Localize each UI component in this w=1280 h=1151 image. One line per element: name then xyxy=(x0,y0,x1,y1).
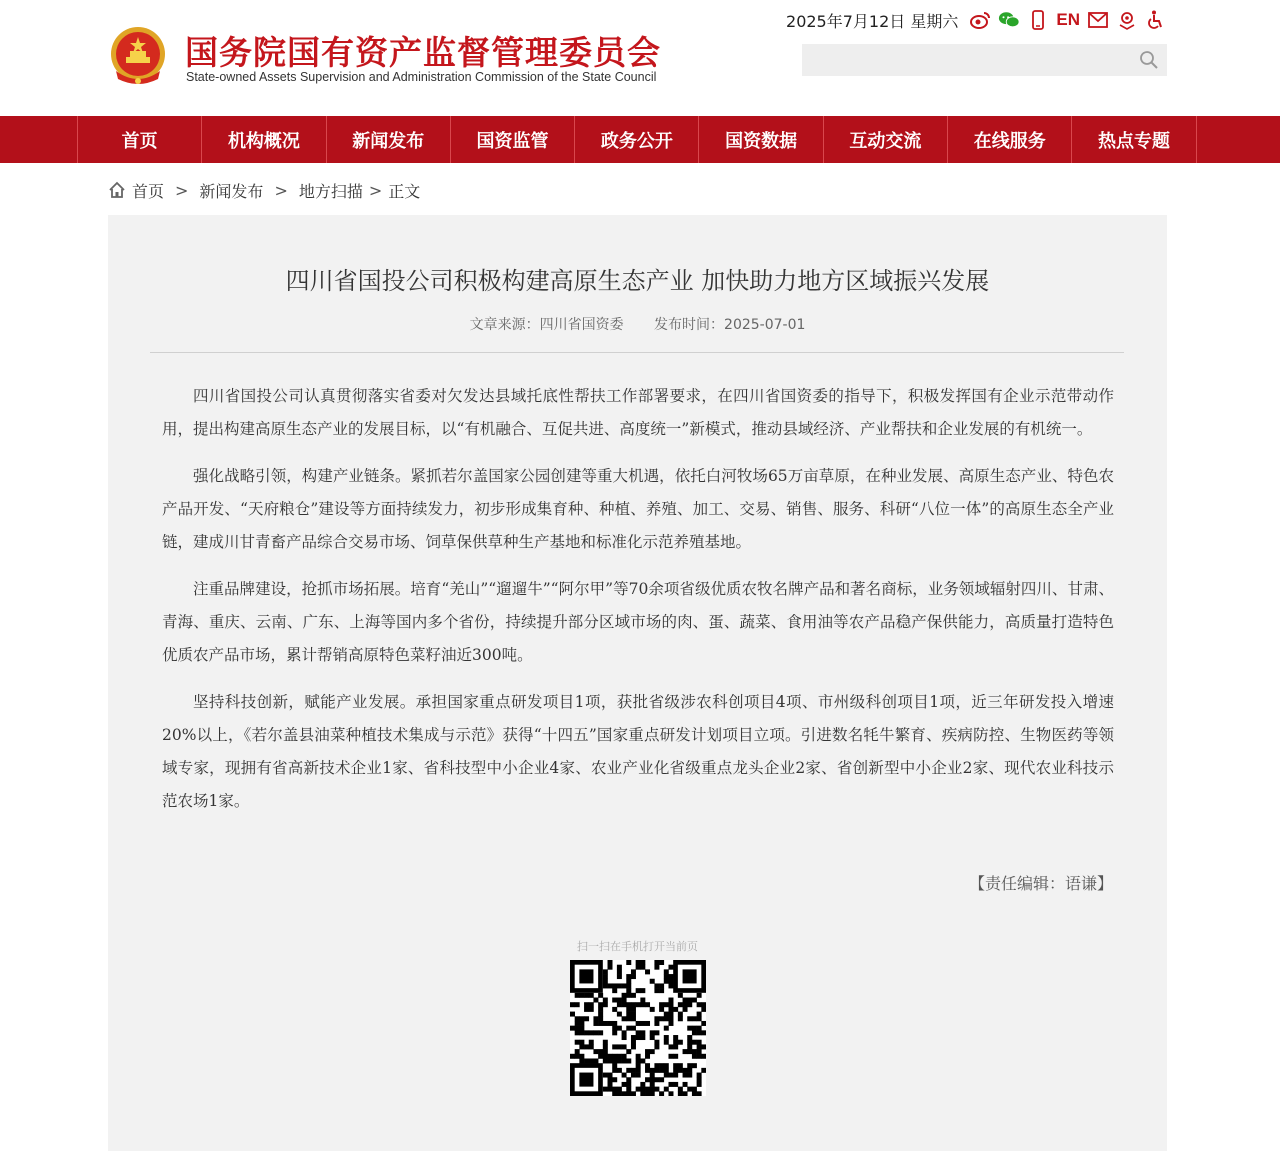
search-box xyxy=(802,44,1167,76)
home-icon xyxy=(108,181,126,199)
nav-item-topics[interactable]: 热点专题 xyxy=(1072,116,1196,163)
article-meta xyxy=(108,314,1167,334)
breadcrumb-current: 正文 xyxy=(388,181,421,201)
breadcrumb-separator: > xyxy=(175,180,189,200)
search-icon[interactable] xyxy=(1139,50,1159,70)
divider xyxy=(150,352,1124,353)
article-title: 四川省国投公司积极构建高原生态产业 加快助力地方区域振兴发展 xyxy=(285,267,990,295)
nav-item-home[interactable]: 首页 xyxy=(78,116,202,163)
article-paragraph: 注重品牌建设，抢抓市场拓展。培育“羌山”“遛遛牛”“阿尔甲”等70余项省级优质农牧名牌产品和著名商标，业务领域辐射四川、甘肃、青海、重庆、云南、广东、上海等国内多个省份，持续提升部分区域市场的肉、蛋、蔬菜、食用油等农产品稳产保供能力，高质量打造特色优质农产品市场，累计帮销高原特色菜籽油近300吨。 xyxy=(162,580,1114,664)
nav-item-government-affairs[interactable]: 政务公开 xyxy=(575,116,699,163)
weibo-icon[interactable] xyxy=(969,9,991,31)
english-link[interactable]: EN xyxy=(1056,10,1080,29)
map-icon[interactable] xyxy=(1116,9,1138,31)
breadcrumb-news[interactable]: 新闻发布 xyxy=(199,181,264,201)
nav-item-data[interactable]: 国资数据 xyxy=(699,116,823,163)
breadcrumb-home[interactable]: 首页 xyxy=(132,181,165,201)
mail-icon[interactable] xyxy=(1087,9,1109,31)
current-date: 2025年7月12日 星期六 xyxy=(786,11,959,31)
nav-item-interaction[interactable]: 互动交流 xyxy=(824,116,948,163)
qr-caption: 扫一扫在手机打开当前页 xyxy=(577,940,698,953)
article-panel xyxy=(108,215,1167,1151)
nav-item-news[interactable]: 新闻发布 xyxy=(327,116,451,163)
main-nav xyxy=(0,116,1280,163)
accessibility-icon[interactable] xyxy=(1145,9,1167,31)
article-body xyxy=(162,380,1114,832)
qr-code-icon xyxy=(570,960,706,1096)
article-paragraph: 坚持科技创新，赋能产业发展。承担国家重点研发项目1项，获批省级涉农科创项目4项、市州级科创项目1项，近三年研发投入增速20%以上，《若尔盖县油菜种植技术集成与示范》获得“十四五”国家重点研发计划项目立项。引进数名牦牛繁育、疾病防控、生物医药等领域专家，现拥有省高新技术企业1家、省科技型中小企业4家、农业产业化省级重点龙头企业2家、省创新型中小企业2家、现代农业科技示范农场1家。 xyxy=(162,693,1114,810)
article-paragraph: 强化战略引领，构建产业链条。紧抓若尔盖国家公园创建等重大机遇，依托白河牧场65万亩草原，在种业发展、高原生态产业、特色农产品开发、“天府粮仓”建设等方面持续发力，初步形成集育种、种植、养殖、加工、交易、销售、服务、科研“八位一体”的高原生态全产业链，建成川甘青畜产品综合交易市场、饲草保供草种生产基地和标准化示范养殖基地。 xyxy=(162,467,1114,551)
site-title[interactable]: 国务院国有资产监督管理委员会 xyxy=(185,33,661,72)
mobile-icon[interactable] xyxy=(1027,9,1049,31)
responsible-editor: 【责任编辑：语谦】 xyxy=(968,874,1113,893)
wechat-icon[interactable] xyxy=(998,9,1020,31)
article-source: 文章来源：四川省国资委 xyxy=(469,317,624,333)
breadcrumb-separator: > xyxy=(274,180,288,200)
top-toolbar xyxy=(786,8,1167,32)
search-input[interactable] xyxy=(802,44,1132,76)
article-publish-time: 发布时间：2025-07-01 xyxy=(654,317,806,333)
breadcrumb-local[interactable]: 地方扫描 xyxy=(298,181,363,201)
nav-item-organization[interactable]: 机构概况 xyxy=(202,116,326,163)
national-emblem-icon[interactable] xyxy=(108,25,168,87)
site-subtitle: State-owned Assets Supervision and Administration Commission of the State Council xyxy=(186,70,657,84)
breadcrumb-separator: > xyxy=(368,180,383,200)
article-paragraph: 四川省国投公司认真贯彻落实省委对欠发达县域托底性帮扶工作部署要求，在四川省国资委的指导下，积极发挥国有企业示范带动作用，提出构建高原生态产业的发展目标，以“有机融合、互促共进、高度统一”新模式，推动县域经济、产业帮扶和企业发展的有机统一。 xyxy=(162,387,1114,438)
nav-item-services[interactable]: 在线服务 xyxy=(948,116,1072,163)
nav-item-supervision[interactable]: 国资监管 xyxy=(451,116,575,163)
breadcrumb xyxy=(108,178,420,202)
site-header xyxy=(0,0,1280,116)
